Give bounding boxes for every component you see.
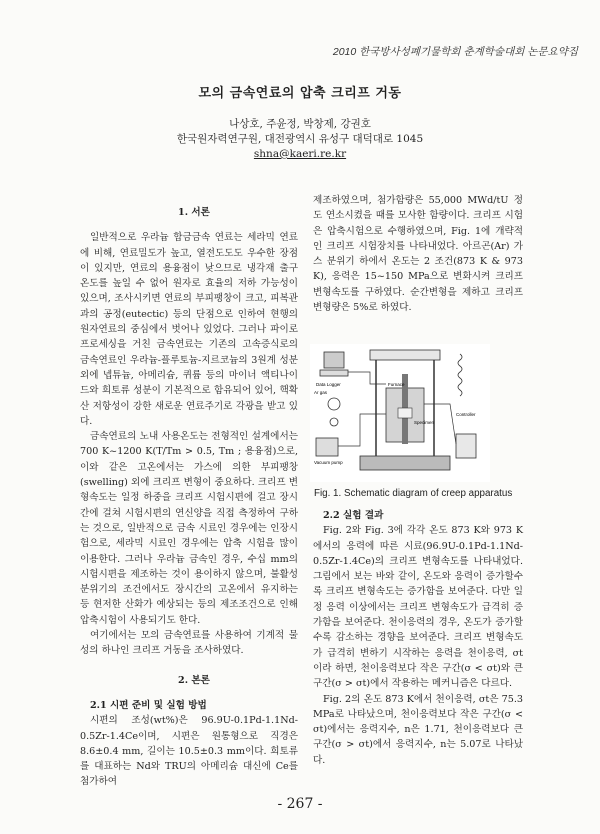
paragraph: 시편의 조성(wt%)은 96.9U-0.1Pd-1.1Nd-0.5Zr-1.4Ce이며, 시편은 원통형으로 직경은 8.6±0.4 mm, 길이는 10.5±0.3 mm이다. 희토류를 대표하는 Nd와 TRU의 아메리슘 대신에 Ce를 첨가하여 xyxy=(80,715,298,788)
left-column xyxy=(80,205,298,790)
fig-label: Vacuum pump xyxy=(314,460,343,465)
figure-caption: Fig. 1. Schematic diagram of creep apparatus xyxy=(314,488,513,499)
affiliation: 한국원자력연구원, 대전광역시 유성구 대덕대로 1045 xyxy=(176,133,424,145)
right-column-bottom xyxy=(313,508,523,768)
paragraph: 제조하였으며, 첨가함량은 55,000 MWd/tU 정도 연소시켰을 때를 모사한 함량이다. 크리프 시험은 압축시험으로 수행하였으며, Fig. 1에 개략적인 크리프 시험장치를 나타내었다. 아르곤(Ar) 가스 분위기 하에서 온도는 2 조건(873 K & 973 K), 응력은 15~150 MPa으로 변화시켜 크리프 변형속도를 구하였다. 순간변형을 제하고 크리프 변형량은 5%로 하였다. xyxy=(313,195,523,314)
running-header: 2010 한국방사성폐기물학회 춘계학술대회 논문요약집 xyxy=(332,46,578,58)
fig-label: Data Logger xyxy=(316,382,341,387)
section-heading-body: 2. 본론 xyxy=(178,674,210,686)
subsection-heading: 2.1 시편 준비 및 실험 방법 xyxy=(90,699,207,711)
section-heading-intro: 1. 서론 xyxy=(178,207,210,218)
author-block xyxy=(0,117,600,162)
email: shna@kaeri.re.kr xyxy=(253,148,347,160)
right-column-top xyxy=(313,193,523,315)
fig-label: Ar gas xyxy=(314,390,328,395)
creep-apparatus-figure xyxy=(310,344,490,482)
paragraph: Fig. 2와 Fig. 3에 각각 온도 873 K와 973 K에서의 응력에 따른 시료(96.9U-0.1Pd-1.1Nd-0.5Zr-1.4Ce)의 크리프 변형속도를 나타내었다. 그림에서 보는 바와 같이, 온도와 응력이 증가할수록 크리프 변형속도는 증가함을 보여준다. 다만 일정 응력 이상에서는 크리프 변형속도가 급격히 증가함을 보여준다. 천이응력의 경우, 온도가 증가할수록 감소하는 경향을 보여준다. 크리프 변형속도가 급격히 변하기 시작하는 응력을 천이응력, σt 이라 하면, 천이응력보다 작은 구간(σ < σt)와 큰 구간(σ > σt)에서 작용하는 메커니즘은 다르다. xyxy=(313,525,523,690)
page-number: - 267 - xyxy=(277,796,323,812)
authors: 나상호, 주윤정, 박창제, 강권호 xyxy=(229,118,371,130)
subsection-heading: 2.2 실험 결과 xyxy=(323,510,384,521)
paragraph: 일반적으로 우라늄 합금금속 연료는 세라믹 연료에 비해, 연료밀도가 높고, 열전도도도 우수한 장점이 있지만, 연료의 용융점이 낮으므로 냉각재 출구 온도를 높일 수 없어 원자로 효율의 저하 가능성이 있으며, 조사시키면 연료의 부피팽창이 크고, 피복관과의 공정(eutectic) 등의 단점으로 인하여 현행의 원자연료의 중심에서 벗어나 있었다. 그러나 파이로 프로세싱을 거친 금속연료는 기존의 고속증식로의 금속연료인 우라늄-플루토늄-지르코늄의 3원계 성분외에 넵튜늄, 아메리슘, 퀴륨 등의 마이너 액티나이드와 희토류 성분이 기본적으로 함유되어 있어, 핵확산 저항성이 강한 새로운 연료주기로 각광을 받고 있다. xyxy=(80,232,298,427)
paragraph: Fig. 2의 온도 873 K에서 천이응력, σt은 75.3 MPa로 나타났으며, 천이응력보다 작은 구간(σ < σt)에서는 응력지수, n은 1.71, 천이응력보다 큰 구간(σ > σt)에서 응력지수, n는 5.07로 나타났다. xyxy=(313,693,523,766)
fig-label: Specimen xyxy=(414,420,435,425)
paragraph: 여기에서는 모의 금속연료를 사용하여 기계적 물성의 하나인 크리프 거동을 조사하였다. xyxy=(80,630,298,657)
fig-label: Furnace xyxy=(388,382,405,387)
paper-title: 모의 금속연료의 압축 크리프 거동 xyxy=(198,86,402,101)
paragraph: 금속연료의 노내 사용온도는 전형적인 설계에서는 700 K~1200 K(T/Tm > 0.5, Tm ; 용융점)으로, 이와 같은 고온에서는 가스에 의한 부피팽창(swelling) 외에 크리프 변형이 중요하다. 크리프 변형속도는 일정 하중을 크리프 시험시편에 걸고 장시간에 걸쳐 시험시편의 연신양을 직접 측정하여 구하는 것으로, 일반적으로 금속 시료인 경우에는 인장시험으로, 세라믹 시료인 경우에는 압축 시험을 많이 이용한다. 그러나 우라늄 금속인 경우, 수십 mm의 시험시편을 제조하는 것이 용이하지 않으며, 불활성 분위기의 조건에서도 장시간의 고온에서 유지하는 등 현저한 산화가 예상되는 등의 제조조건으로 인해 압축시험이 사용되기도 한다. xyxy=(80,431,298,626)
fig-label: Controller xyxy=(456,412,476,417)
